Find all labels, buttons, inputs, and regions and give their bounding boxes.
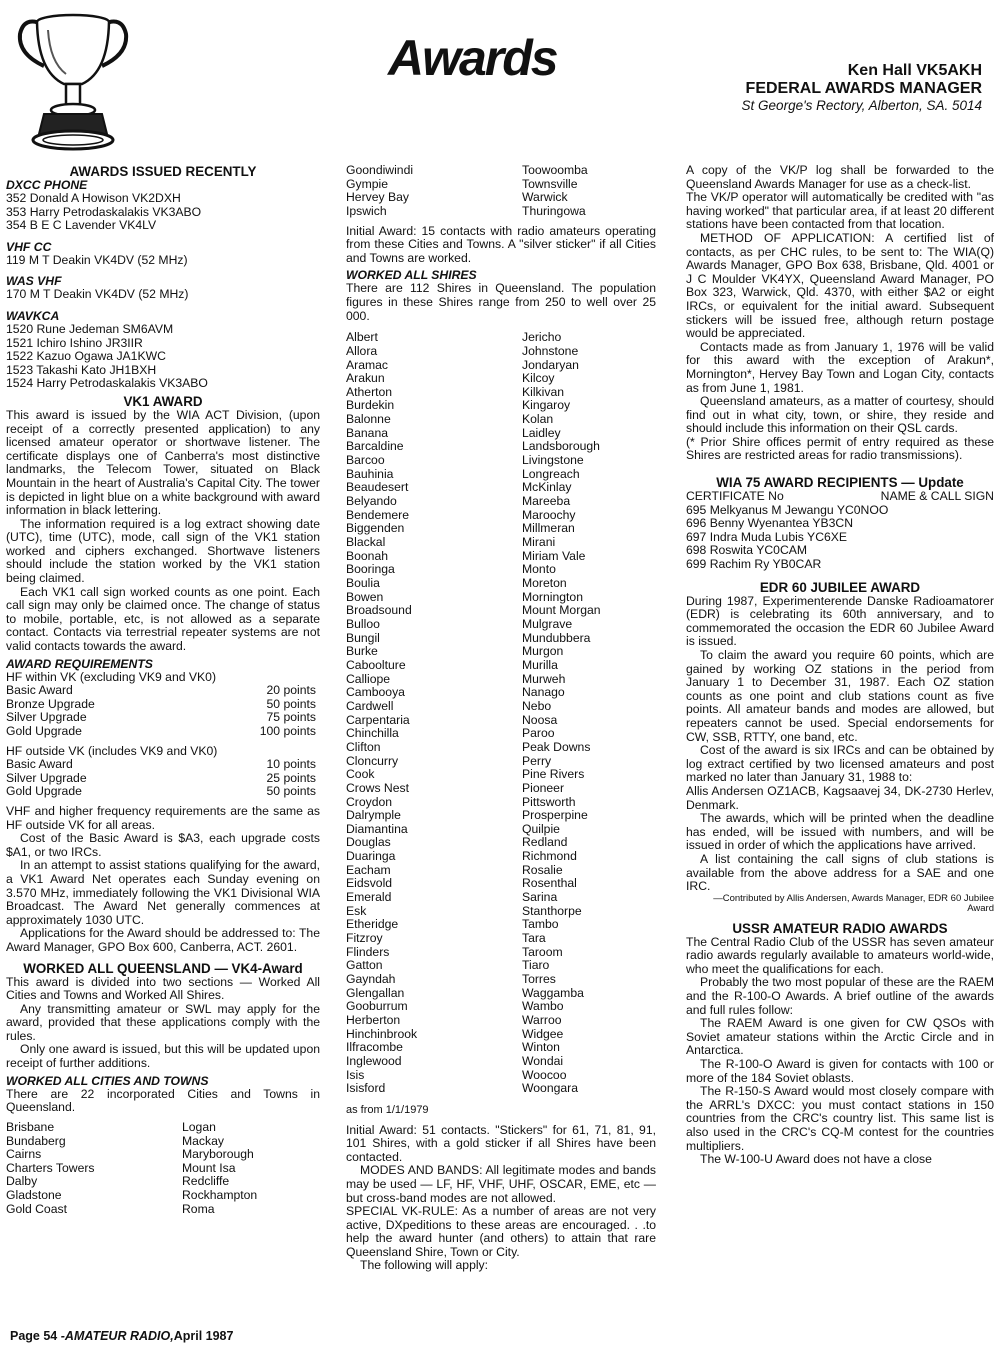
list-item: Aramac — [346, 357, 388, 372]
list-item: Cambooya — [346, 685, 405, 700]
list-item: Taroom — [522, 944, 563, 959]
list-item: Rosenthal — [522, 876, 577, 891]
wia75-list — [686, 504, 994, 572]
column-2 — [346, 164, 656, 1273]
list-item: Warwick — [522, 190, 568, 205]
list-item: Tambo — [522, 917, 559, 932]
list-item: 696 Benny Wyenantea YB3CN — [686, 516, 854, 531]
list-item: Thuringowa — [522, 203, 586, 218]
list-item: 695 Melkyanus M Jewangu YC0NOO — [686, 502, 889, 517]
list-item: Belyando — [346, 494, 397, 509]
paragraph: Initial Award: 15 contacts with radio amateurs operating from these Cities and Towns. A "silver sticker" if all Cities and Towns are worked. — [346, 223, 656, 265]
list-item: Townsville — [522, 176, 578, 191]
table-row: Basic Award 10 points — [6, 757, 316, 772]
list-item: 1520 Rune Jedeman SM6AVM — [6, 321, 174, 336]
list-item: Hinchinbrook — [346, 1026, 418, 1041]
list-item: Woocoo — [522, 1067, 567, 1082]
wia75-column-headers — [686, 490, 994, 504]
author-address: St George's Rectory, Alberton, SA. 5014 — [741, 98, 982, 113]
paragraph: This award is divided into two sections — Worked All Cities and Towns and Worked All Shires. — [6, 974, 320, 1003]
list-item: Dalrymple — [346, 808, 401, 823]
list-item: Mount Isa — [182, 1160, 236, 1175]
paragraph: Only one award is issued, but this will be updated upon receipt of further additions. — [6, 1042, 320, 1071]
issue-date: April 1987 — [173, 1329, 234, 1343]
towns-list-continued — [346, 164, 656, 219]
paragraph: The VK/P operator will automatically be credited with "as having worked" that particular area, if at least 20 different stations have been contacted from that location. — [686, 190, 994, 232]
list-item: 170 M T Deakin VK4DV (52 MHz) — [6, 287, 189, 302]
paragraph: Each VK1 call sign worked counts as one point. Each call sign may only be claimed once. The change of status to mobile, portable, etc, is not allowed as a separate contact. Contacts via terrestrial repeater systems are not valid contacts towards the award. — [6, 584, 320, 654]
paragraph: Allis Andersen OZ1ACB, Kagsaavej 34, DK-2730 Herlev, Denmark. — [686, 783, 994, 812]
list-item: Wondai — [522, 1053, 564, 1068]
list-item: Waggamba — [522, 985, 584, 1000]
list-item: Toowoomba — [522, 163, 588, 177]
hf-within-label: HF within VK (excluding VK9 and VK0) — [6, 669, 216, 684]
list-item: Miriam Vale — [522, 548, 586, 563]
list-item: Rockhampton — [182, 1188, 258, 1203]
list-item: Noosa — [522, 712, 558, 727]
list-item: Moreton — [522, 576, 567, 590]
list-item: 697 Indra Muda Lubis YC6XE — [686, 529, 848, 544]
list-item: Diamantina — [346, 821, 408, 836]
paragraph: (* Prior Shire offices permit of entry required as these Shires are restricted areas for radio transmissions). — [686, 434, 994, 463]
list-item: McKinlay — [522, 480, 572, 495]
list-item: 1523 Takashi Kato JH1BXH — [6, 362, 157, 377]
list-item: Tara — [522, 931, 546, 946]
paragraph: Probably the two most popular of these are the RAEM and the R-100-O Awards. A brief outline of the awards and full rules follow: — [686, 975, 994, 1017]
paragraph: There are 22 incorporated Cities and Towns in Queensland. — [6, 1086, 320, 1115]
list-item: Redcliffe — [182, 1174, 230, 1189]
paragraph: To claim the award you require 60 points, which are gained by working OZ stations in the period from January 1 to December 31, 1987. Each OZ station counts as one point and club stations count as five points. All amateur bands and modes are allowed, but repeaters cannot be used. Special endorsements for CW, SSB, RTTY, one band, etc. — [686, 648, 994, 744]
list-item: Wambo — [522, 999, 564, 1014]
list-item: 1521 Ichiro Ishino JR3IIR — [6, 335, 143, 350]
table-row: Gold Upgrade 50 points — [6, 784, 316, 799]
paragraph: This award is issued by the WIA ACT Division, (upon receipt of a correctly presented application) to any licensed amateur operator or shortwave listener. The certificate displays one of Canberra's most distinctive landmarks, the Telecom Tower, situated on Black Mountain in the heart of Australia's Capital City. The tower is depicted in light blue on a white background with award information in black lettering. — [6, 407, 320, 518]
list-item: Richmond — [522, 849, 577, 864]
paragraph: SPECIAL VK-RULE: As a number of areas are not very active, DXpeditions to these areas are encouraged. . .to help the award hunter (and others) to attain that rare Queensland Shire, Town or City. — [346, 1204, 656, 1259]
list-item: 1524 Harry Petrodaskalakis VK3ABO — [6, 376, 208, 391]
list-item: Burke — [346, 644, 378, 659]
list-item: Douglas — [346, 835, 391, 850]
list-item: Herberton — [346, 1013, 401, 1027]
vhfcc-heading: VHF CC — [6, 239, 52, 254]
shires-heading: WORKED ALL SHIRES — [346, 268, 477, 283]
list-item: Inglewood — [346, 1053, 402, 1068]
list-item: 354 B E C Lavender VK4LV — [6, 218, 157, 233]
list-item: Beaudesert — [346, 480, 409, 495]
list-item: Winton — [522, 1040, 560, 1055]
list-item: Bendemere — [346, 507, 410, 522]
author-block — [742, 62, 982, 114]
list-item: Caboolture — [346, 657, 406, 672]
list-item: Banana — [346, 425, 389, 440]
list-item: Laidley — [522, 425, 561, 440]
wact-heading: WORKED ALL CITIES AND TOWNS — [6, 1073, 209, 1088]
paragraph: The RAEM Award is one given for CW QSOs with Soviet amateur stations within the Arctic Circle and in Antarctica. — [686, 1016, 994, 1058]
name-column-header: NAME & CALL SIGN — [880, 489, 994, 504]
paragraph: A list containing the call signs of club stations is available from the above address for a SAE and one IRC. — [686, 851, 994, 894]
wasvhf-heading: WAS VHF — [6, 274, 62, 289]
list-item: Sarina — [522, 890, 558, 905]
author-position: FEDERAL AWARDS MANAGER — [745, 80, 982, 97]
list-item: Quilpie — [522, 821, 560, 836]
dxcc-heading: DXCC PHONE — [6, 178, 88, 192]
list-item: Booringa — [346, 562, 395, 577]
list-item: Kolan — [522, 412, 554, 427]
wavkca-list — [6, 323, 320, 391]
list-item: Arakun — [346, 371, 385, 386]
list-item: Roma — [182, 1201, 215, 1216]
shires-list — [346, 331, 656, 1096]
list-item: Monto — [522, 562, 556, 577]
list-item: 352 Donald A Howison VK2DXH — [6, 191, 181, 205]
list-item: Jericho — [522, 330, 562, 345]
list-item: Flinders — [346, 944, 390, 959]
list-item: Gayndah — [346, 972, 396, 987]
list-item: Duaringa — [346, 849, 396, 864]
table-row: Bronze Upgrade 50 points — [6, 696, 316, 711]
list-item: Calliope — [346, 671, 391, 686]
list-item: Landsborough — [522, 439, 600, 454]
list-item: Gooburrum — [346, 999, 408, 1014]
list-item: Nebo — [522, 698, 552, 713]
list-item: Peak Downs — [522, 739, 591, 754]
list-item: Kilcoy — [522, 371, 555, 386]
trophy-cup-icon — [14, 10, 132, 152]
list-item: Stanthorpe — [522, 903, 582, 918]
list-item: Mackay — [182, 1133, 224, 1148]
list-item: Gympie — [346, 176, 388, 191]
list-item: Bulloo — [346, 616, 380, 631]
section-title: Awards — [388, 30, 557, 86]
list-item: Pioneer — [522, 780, 565, 795]
list-item: Murilla — [522, 657, 558, 672]
wavkca-heading: WAVKCA — [6, 308, 60, 323]
list-item: Cloncurry — [346, 753, 399, 768]
list-item: Clifton — [346, 739, 381, 754]
list-item: Mirani — [522, 535, 556, 550]
list-item: Isis — [346, 1067, 365, 1082]
edr-heading: EDR 60 JUBILEE AWARD — [759, 579, 921, 595]
paragraph: METHOD OF APPLICATION: A certified list of contacts, as per CHC rules, to be sent to: The WIA(Q) Awards Manager, GPO Box 638, Brisbane, Qld. 4001 or J C Moulder VK4YX, Queensland Award Manager, PO Box 323, Warwick, Qld. 4370, with either $A2 or eight IRCs, or equivalent for the initial award. Subsequent stickers will be issued free, although return postage would be appreciated. — [686, 230, 994, 341]
list-item: 119 M T Deakin VK4DV (52 MHz) — [6, 252, 188, 267]
paragraph: There are 112 Shires in Queensland. The population figures in these Shires range from 250 to well over 25 000. — [346, 281, 656, 323]
list-item: Gladstone — [6, 1188, 62, 1203]
author-name: Ken Hall VK5AKH — [847, 62, 982, 79]
points-table-within — [6, 684, 320, 738]
recent-heading: AWARDS ISSUED RECENTLY — [69, 164, 257, 179]
list-item: Kingaroy — [522, 398, 571, 413]
list-item: Cook — [346, 767, 375, 782]
list-item: Etheridge — [346, 917, 399, 932]
page-footer — [10, 1330, 233, 1344]
list-item: Bungil — [346, 630, 380, 645]
list-item: Atherton — [346, 384, 393, 399]
list-item: Burdekin — [346, 398, 395, 413]
list-item: Johnstone — [522, 343, 579, 358]
wia75-heading: WIA 75 AWARD RECIPIENTS — Update — [716, 475, 964, 491]
paragraph: The R-150-S Award would most closely compare with the ARRL's DXCC: you must contact stations in 150 countries from the CRC's country list. This same list is also used in the CRC's CQ-M contest for the countries multipliers. — [686, 1084, 994, 1153]
as-from-note: as from 1/1/1979 — [346, 1103, 429, 1116]
hf-outside-label: HF outside VK (includes VK9 and VK0) — [6, 743, 218, 758]
list-item: Mount Morgan — [522, 603, 601, 618]
list-item: Mornington — [522, 589, 583, 604]
requirements-heading: AWARD REQUIREMENTS — [6, 656, 153, 671]
list-item: Glengallan — [346, 985, 405, 1000]
paragraph: A copy of the VK/P log shall be forwarded to the Queensland Awards Manager for use as a check-list. — [686, 163, 994, 191]
vk1-heading: VK1 AWARD — [123, 393, 203, 409]
list-item: Mareeba — [522, 494, 571, 509]
list-item: 699 Rachim Ry YB0CAR — [686, 557, 822, 572]
list-item: Woongara — [522, 1081, 579, 1096]
list-item: Barcoo — [346, 453, 385, 468]
list-item: Ipswich — [346, 203, 387, 218]
list-item: Gatton — [346, 958, 383, 973]
paragraph: The information required is a log extract showing date (UTC), time (UTC), mode, call sign of the VK1 station worked and ciphers exchanged. Shortwave listeners should include the station worked by the VK1 station being claimed. — [6, 516, 320, 586]
list-item: Hervey Bay — [346, 190, 409, 205]
list-item: 353 Harry Petrodaskalakis VK3ABO — [6, 204, 202, 219]
list-item: Albert — [346, 330, 378, 345]
column-1 — [6, 164, 320, 1216]
list-item: Ilfracombe — [346, 1040, 403, 1055]
list-item: Pittsworth — [522, 794, 576, 809]
list-item: Longreach — [522, 466, 580, 481]
list-item: Allora — [346, 343, 378, 358]
list-item: Bowen — [346, 589, 384, 604]
list-item: Bundaberg — [6, 1133, 66, 1148]
list-item: Livingstone — [522, 453, 584, 468]
list-item: Murgon — [522, 644, 564, 659]
list-item: Kilkivan — [522, 384, 564, 399]
list-item: Nanago — [522, 685, 565, 700]
list-item: Warroo — [522, 1013, 562, 1027]
dxcc-list — [6, 192, 320, 233]
list-item: Charters Towers — [6, 1160, 95, 1175]
paragraph: Cost of the award is six IRCs and can be obtained by log extract certified by two licensed amateurs and post marked no later than January 31, 1988 to: — [686, 743, 994, 785]
list-item: Jondaryan — [522, 357, 579, 372]
list-item: Blackal — [346, 535, 386, 550]
paragraph: The W-100-U Award does not have a close — [700, 1152, 932, 1167]
paragraph: The awards, which will be printed when the deadline has ended, will be issued with numbers, and will be issued in order of which the applications have arrived. — [686, 811, 994, 853]
list-item: Torres — [522, 972, 556, 987]
list-item: Broadsound — [346, 603, 412, 618]
list-item: Carpentaria — [346, 712, 410, 727]
ussr-heading: USSR AMATEUR RADIO AWARDS — [732, 920, 948, 936]
paragraph: Applications for the Award should be addressed to: The Award Manager, GPO Box 600, Canberra, ACT. 2601. — [6, 926, 320, 954]
list-item: Rosalie — [522, 862, 563, 877]
list-item: Bauhinia — [346, 466, 394, 481]
list-item: Goondiwindi — [346, 163, 414, 177]
list-item: Maroochy — [522, 507, 576, 522]
list-item: Paroo — [522, 726, 555, 741]
list-item: Crows Nest — [346, 780, 409, 795]
paragraph: VHF and higher frequency requirements are the same as HF outside VK for all areas. — [6, 803, 320, 832]
table-row: Gold Upgrade 100 points — [6, 724, 316, 738]
list-item: Tiaro — [522, 958, 550, 973]
list-item: Mulgrave — [522, 616, 573, 631]
wq-heading: WORKED ALL QUEENSLAND — VK4-Award — [23, 960, 303, 976]
towns-list — [6, 1121, 320, 1217]
list-item: Gold Coast — [6, 1201, 67, 1216]
points-table-outside — [6, 758, 320, 799]
table-row: Silver Upgrade 75 points — [6, 710, 316, 725]
list-item: Mundubbera — [522, 630, 591, 645]
list-item: Millmeran — [522, 521, 575, 536]
list-item: Barcaldine — [346, 439, 404, 454]
paragraph: The R-100-O Award is given for contacts with 100 or more of the 184 Soviet oblasts. — [686, 1057, 994, 1085]
list-item: Maryborough — [182, 1147, 254, 1162]
list-item: Prosperpine — [522, 808, 588, 823]
list-item: Isisford — [346, 1081, 386, 1096]
list-item: Logan — [182, 1119, 216, 1134]
list-item: Murweh — [522, 671, 566, 686]
magazine-name: -AMATEUR RADIO, — [60, 1329, 174, 1343]
list-item: Widgee — [522, 1026, 564, 1041]
list-item: Boonah — [346, 548, 389, 563]
paragraph: Initial Award: 51 contacts. "Stickers" for 61, 71, 81, 91, 101 Shires, with a gold sticker if all Shires have been contacted. — [346, 1122, 656, 1164]
list-item: Emerald — [346, 890, 392, 905]
paragraph: Queensland amateurs, as a matter of courtesy, should find out in what city, town, or shire, they reside and should include this information on their QSL cards. — [686, 394, 994, 436]
list-item: Brisbane — [6, 1119, 55, 1134]
paragraph: Cost of the Basic Award is $A3, each upgrade costs $A1, or two IRCs. — [6, 831, 320, 859]
list-item: Cairns — [6, 1147, 42, 1162]
list-item: Eidsvold — [346, 876, 393, 891]
list-item: Eacham — [346, 862, 391, 877]
list-item: Esk — [346, 903, 367, 918]
list-item: Chinchilla — [346, 726, 399, 741]
list-item: Boulia — [346, 576, 380, 590]
paragraph: MODES AND BANDS: All legitimate modes and bands may be used — LF, HF, VHF, UHF, OSCAR, EME, etc — but cross-band modes are not allowed. — [346, 1163, 656, 1205]
list-item: 698 Roswita YC0CAM — [686, 543, 808, 558]
list-item: Redland — [522, 835, 568, 850]
paragraph: During 1987, Experimenterende Danske Radioamatorer (EDR) is celebrating its 60th anniversary, and to commemorated the occasion the EDR 60 Jubilee Award is issued. — [686, 593, 994, 649]
paragraph: In an attempt to assist stations qualifying for the award, a VK1 Award Net operates each Sunday evening on 3.570 MHz, immediately following the VK1 Divisional WIA Broadcast. The Award Net generally commences at approximately 1030 UTC. — [6, 858, 320, 927]
column-3 — [686, 164, 994, 1167]
list-item: Fitzroy — [346, 931, 383, 946]
table-row: Basic Award 20 points — [6, 683, 316, 698]
list-item: Cardwell — [346, 698, 394, 713]
contributor-credit: —Contributed by Allis Andersen, Awards Manager, EDR 60 Jubilee Award — [713, 892, 994, 915]
list-item: Croydon — [346, 794, 393, 809]
list-item: Balonne — [346, 412, 391, 427]
paragraph: The following will apply: — [360, 1258, 489, 1273]
list-item: Biggenden — [346, 521, 405, 536]
paragraph: Contacts made as from January 1, 1976 will be valid for this award with the exception of Arakun*, Mornington*, Hervey Bay Town and Logan City, contacts as from June 1, 1981. — [686, 339, 994, 395]
list-item: Dalby — [6, 1174, 38, 1189]
cert-column-header: CERTIFICATE No — [686, 489, 784, 504]
paragraph: The Central Radio Club of the USSR has seven amateur radio awards regularly available to amateurs world-wide, who meet the qualifications for each. — [686, 934, 994, 976]
table-row: Silver Upgrade 25 points — [6, 770, 316, 785]
paragraph: Any transmitting amateur or SWL may apply for the award, provided that these applications comply with the rules. — [6, 1001, 320, 1043]
list-item: 1522 Kazuo Ogawa JA1KWC — [6, 349, 166, 364]
page-number: Page 54 — [10, 1329, 58, 1343]
list-item: Pine Rivers — [522, 767, 585, 782]
list-item: Perry — [522, 753, 552, 768]
